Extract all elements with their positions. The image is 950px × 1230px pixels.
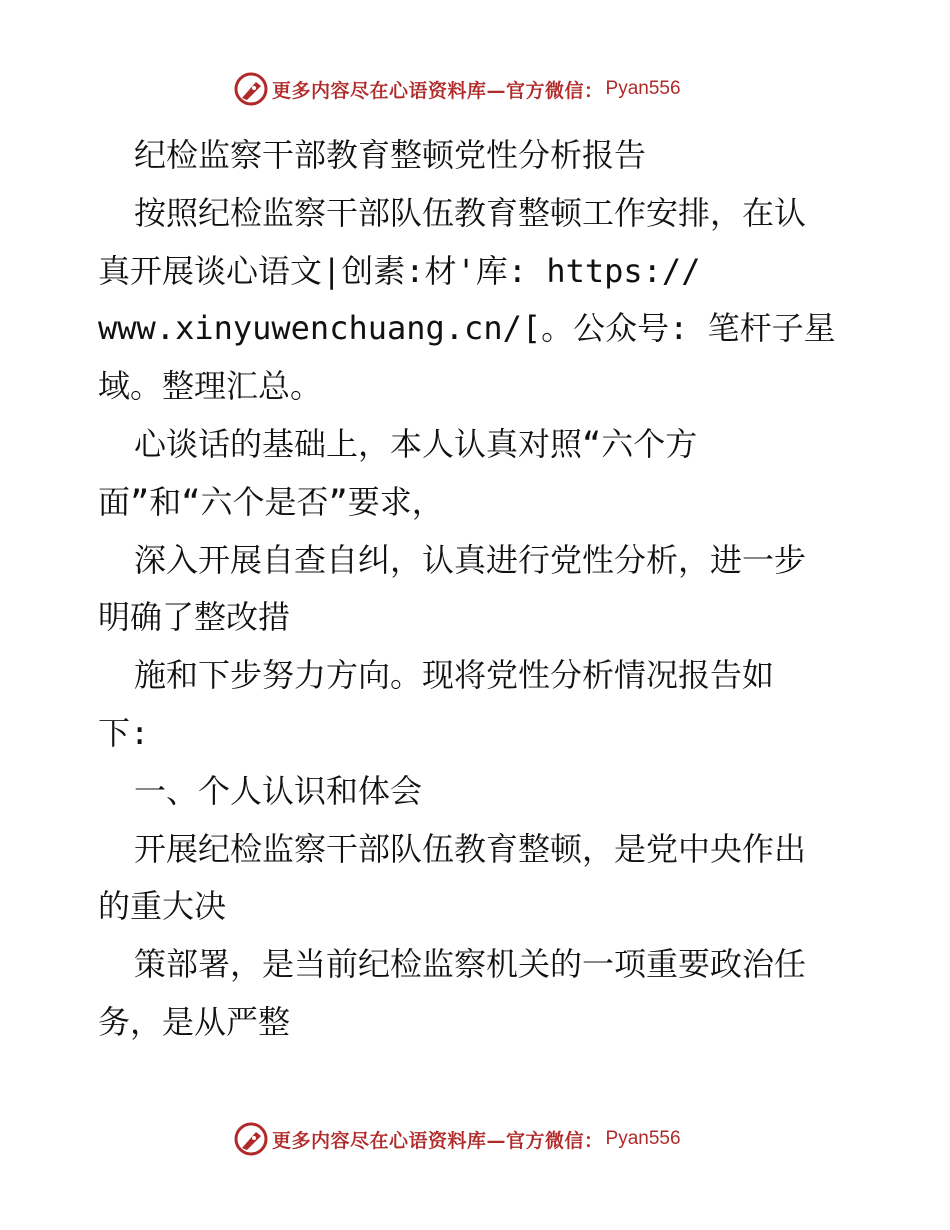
- pen-nib-logo-icon: [234, 1122, 268, 1156]
- paragraph-line: 务，是从严整: [98, 1002, 291, 1041]
- paragraph-line: 的重大决: [98, 887, 227, 926]
- paragraph-line: 策部署，是当前纪检监察机关的一项重要政治任: [134, 945, 807, 984]
- paragraph-line: 域。整理汇总。: [98, 367, 323, 406]
- paragraph-line: 明确了整改措: [98, 598, 291, 637]
- header-banner: [234, 70, 754, 108]
- paragraph-line: 下:: [98, 713, 150, 752]
- paragraph-line: 真开展谈心语文|创素:材'库: https://: [98, 251, 701, 290]
- paragraph-line: www.xinyuwenchuang.cn/[。公众号: 笔杆子星: [98, 309, 836, 348]
- document-body: [98, 127, 878, 1052]
- section-heading: 一、个人认识和体会: [134, 771, 423, 810]
- paragraph-line: 面”和“六个是否”要求，: [98, 482, 444, 521]
- banner-text: 更多内容尽在心语资料库—官方微信：: [272, 79, 604, 102]
- banner-text: 更多内容尽在心语资料库—官方微信：: [272, 1129, 604, 1152]
- banner-wechat-id: Pyan556: [605, 1128, 681, 1149]
- paragraph-line: 心谈话的基础上，本人认真对照“六个方: [134, 424, 698, 463]
- pen-nib-logo-icon: [234, 72, 268, 106]
- document-title: 纪检监察干部教育整顿党性分析报告: [134, 136, 647, 174]
- paragraph-line: 深入开展自查自纠，认真进行党性分析，进一步: [134, 540, 807, 579]
- banner-wechat-id: Pyan556: [605, 78, 681, 99]
- paragraph-line: 按照纪检监察干部队伍教育整顿工作安排，在认: [134, 193, 807, 232]
- footer-banner: [234, 1120, 754, 1158]
- paragraph-line: 施和下步努力方向。现将党性分析情况报告如: [134, 656, 775, 695]
- paragraph-line: 开展纪检监察干部队伍教育整顿，是党中央作出: [134, 829, 807, 868]
